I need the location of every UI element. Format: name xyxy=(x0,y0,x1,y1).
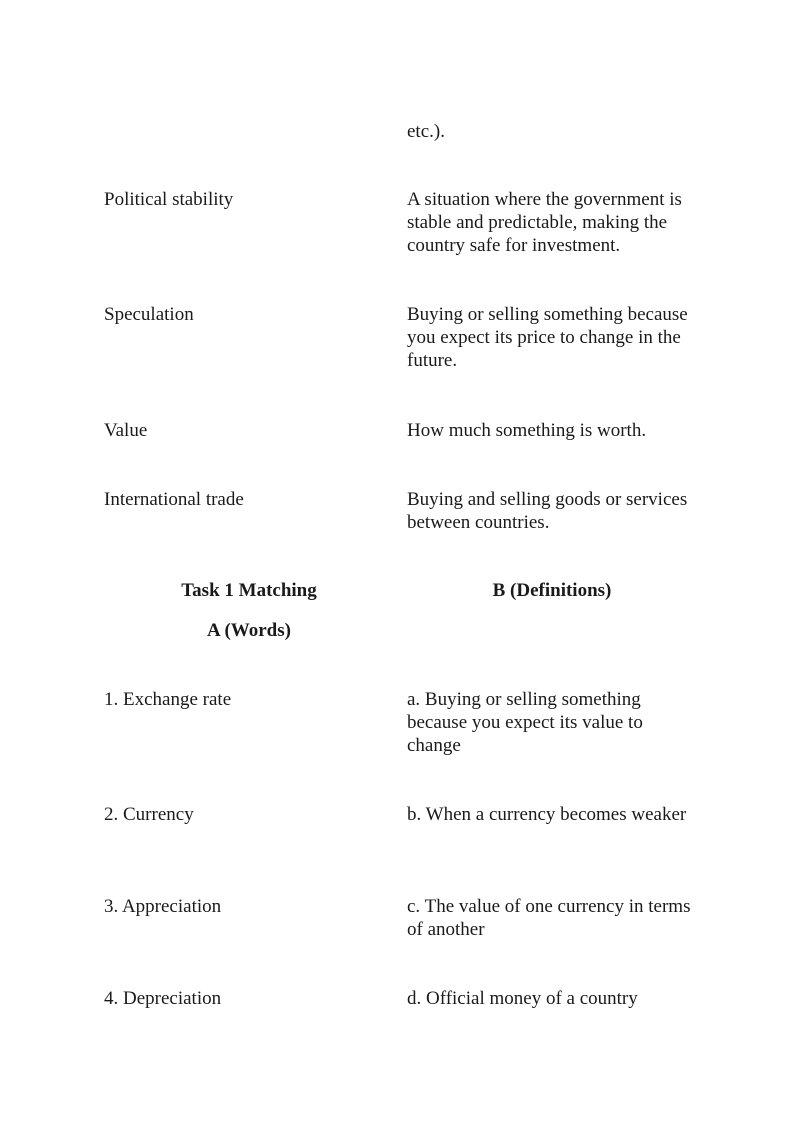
matching-definition: a. Buying or selling something because you expect its value to change xyxy=(407,689,643,756)
glossary-term: International trade xyxy=(104,489,244,510)
matching-definition: b. When a currency becomes weaker xyxy=(407,804,687,825)
glossary-term: Value xyxy=(104,420,148,441)
glossary-definition: A situation where the government is stable and predictable, making the country safe for investment. xyxy=(407,189,682,256)
column-heading-words: A (Words) xyxy=(207,620,291,641)
column-heading-definitions: B (Definitions) xyxy=(492,580,612,601)
matching-definition: d. Official money of a country xyxy=(407,988,638,1009)
task-heading-words: Task 1 Matching xyxy=(181,580,317,601)
matching-word: 3. Appreciation xyxy=(104,896,222,917)
glossary-definition: How much something is worth. xyxy=(407,420,647,441)
continuation-text: etc.). xyxy=(407,121,445,142)
glossary-term: Political stability xyxy=(104,189,234,210)
glossary-definition: Buying and selling goods or services between countries. xyxy=(407,489,688,533)
glossary-term: Speculation xyxy=(104,304,194,325)
matching-word: 4. Depreciation xyxy=(104,988,222,1009)
glossary-definition: Buying or selling something because you expect its price to change in the future. xyxy=(407,304,688,371)
matching-word: 1. Exchange rate xyxy=(104,689,232,710)
matching-word: 2. Currency xyxy=(104,804,194,825)
matching-definition: c. The value of one currency in terms of another xyxy=(407,896,691,940)
